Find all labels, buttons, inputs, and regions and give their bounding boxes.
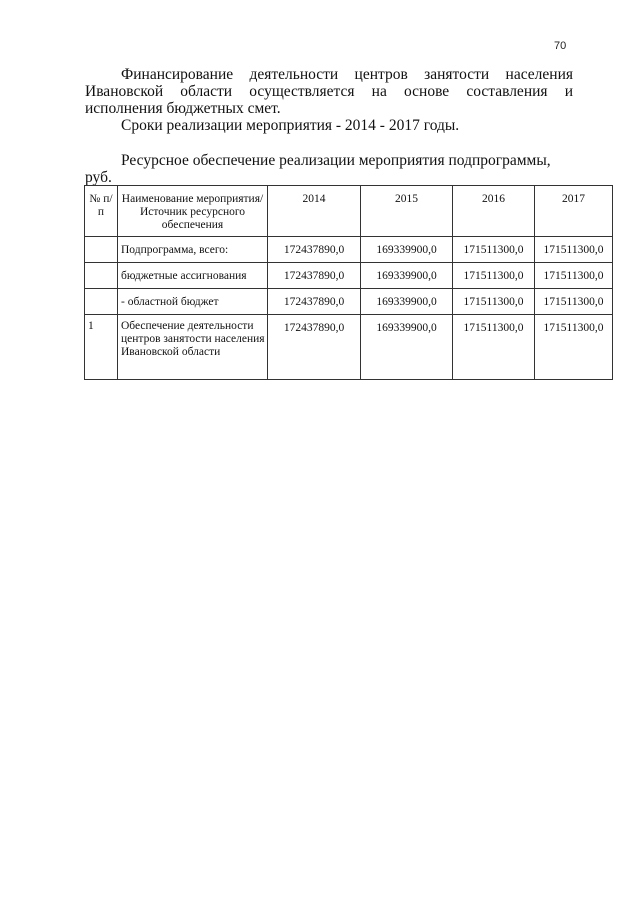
value-2014: 172437890,0: [268, 315, 361, 380]
row-number: [85, 263, 118, 289]
page-number: 70: [554, 40, 567, 52]
row-name: - областной бюджет: [118, 289, 268, 315]
value-2017: 171511300,0: [535, 315, 613, 380]
header-year-2014: 2014: [268, 186, 361, 237]
value-2015: 169339900,0: [361, 315, 453, 380]
value-2015: 169339900,0: [361, 237, 453, 263]
table-header-row: [85, 186, 613, 237]
spacer: [85, 134, 573, 152]
header-name: Наименование мероприятия/Источник ресурсного обеспечения: [118, 186, 268, 237]
row-name: Подпрограмма, всего:: [118, 237, 268, 263]
table-row: [85, 315, 613, 380]
table-row: [85, 237, 613, 263]
header-year-2016: 2016: [453, 186, 535, 237]
row-number: [85, 289, 118, 315]
row-number: [85, 237, 118, 263]
value-2017: 171511300,0: [535, 237, 613, 263]
value-2016: 171511300,0: [453, 237, 535, 263]
period-paragraph: Сроки реализации мероприятия - 2014 - 2017 годы.: [121, 117, 460, 134]
header-number: № п/п: [85, 186, 118, 237]
value-2015: 169339900,0: [361, 263, 453, 289]
value-2014: 172437890,0: [268, 237, 361, 263]
document-body: [85, 66, 573, 186]
row-name: бюджетные ассигнования: [118, 263, 268, 289]
value-2016: 171511300,0: [453, 263, 535, 289]
row-number: 1: [85, 315, 118, 380]
table-caption: Ресурсное обеспечение реализации мероприятия подпрограммы, руб.: [85, 152, 551, 186]
value-2015: 169339900,0: [361, 289, 453, 315]
value-2014: 172437890,0: [268, 263, 361, 289]
table-row: [85, 263, 613, 289]
resource-table: [84, 185, 613, 380]
value-2014: 172437890,0: [268, 289, 361, 315]
financing-paragraph: Финансирование деятельности центров занятости населения Ивановской области осуществляется на основе составления и исполнения бюджетных смет.: [85, 66, 573, 117]
header-year-2017: 2017: [535, 186, 613, 237]
table-row: [85, 289, 613, 315]
value-2017: 171511300,0: [535, 263, 613, 289]
value-2016: 171511300,0: [453, 289, 535, 315]
value-2016: 171511300,0: [453, 315, 535, 380]
header-year-2015: 2015: [361, 186, 453, 237]
row-name: Обеспечение деятельности центров занятости населения Ивановской области: [118, 315, 268, 380]
value-2017: 171511300,0: [535, 289, 613, 315]
